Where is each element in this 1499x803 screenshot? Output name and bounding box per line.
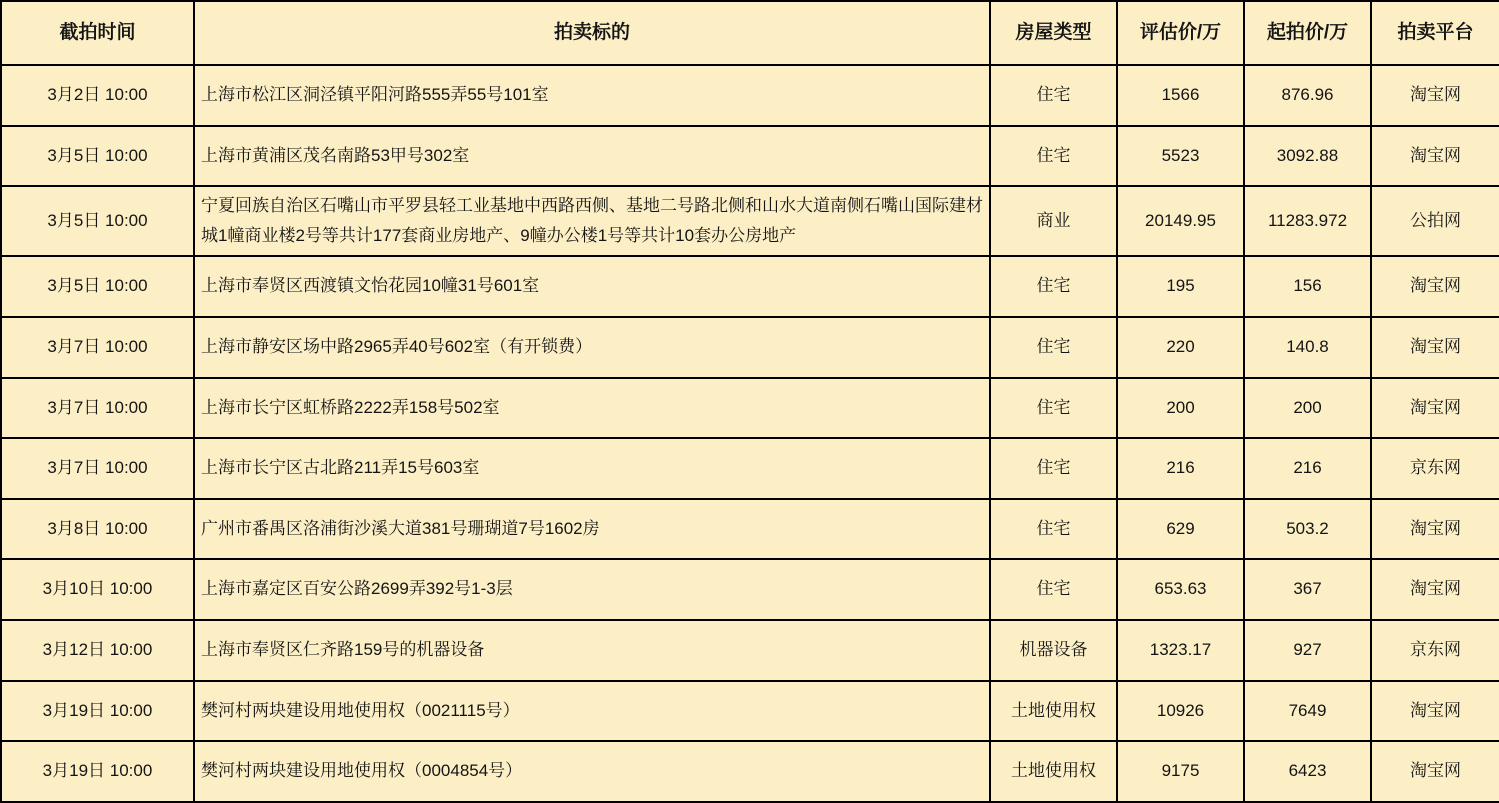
cell-assessed-price: 10926 (1117, 681, 1244, 742)
cell-auction-subject: 樊河村两块建设用地使用权（0021115号） (194, 681, 990, 742)
cell-starting-price: 876.96 (1244, 65, 1371, 126)
cell-auction-subject: 上海市长宁区虹桥路2222弄158号502室 (194, 378, 990, 439)
cell-auction-subject: 广州市番禺区洛浦街沙溪大道381号珊瑚道7号1602房 (194, 499, 990, 560)
cell-assessed-price: 1323.17 (1117, 620, 1244, 681)
cell-property-type: 住宅 (990, 65, 1117, 126)
cell-property-type: 住宅 (990, 126, 1117, 187)
table-row (1, 126, 1499, 187)
cell-auction-platform: 淘宝网 (1371, 681, 1499, 742)
table-row (1, 559, 1499, 620)
cell-property-type: 住宅 (990, 499, 1117, 560)
cell-starting-price: 200 (1244, 378, 1371, 439)
cell-assessed-price: 5523 (1117, 126, 1244, 187)
cell-auction-platform: 京东网 (1371, 620, 1499, 681)
table-row (1, 256, 1499, 317)
cell-auction-end-time: 3月19日 10:00 (1, 681, 194, 742)
cell-auction-subject: 上海市黄浦区茂名南路53甲号302室 (194, 126, 990, 187)
cell-assessed-price: 216 (1117, 438, 1244, 499)
cell-starting-price: 927 (1244, 620, 1371, 681)
table-row (1, 438, 1499, 499)
cell-auction-platform: 京东网 (1371, 438, 1499, 499)
cell-auction-end-time: 3月19日 10:00 (1, 741, 194, 802)
column-header-assessed: 评估价/万 (1117, 1, 1244, 65)
column-header-time: 截拍时间 (1, 1, 194, 65)
cell-assessed-price: 20149.95 (1117, 186, 1244, 256)
header-row (1, 1, 1499, 65)
table-row (1, 65, 1499, 126)
table-row (1, 620, 1499, 681)
cell-auction-platform: 淘宝网 (1371, 741, 1499, 802)
cell-auction-end-time: 3月7日 10:00 (1, 438, 194, 499)
cell-auction-platform: 淘宝网 (1371, 256, 1499, 317)
cell-auction-subject: 上海市静安区场中路2965弄40号602室（有开锁费） (194, 317, 990, 378)
cell-assessed-price: 1566 (1117, 65, 1244, 126)
table-row (1, 741, 1499, 802)
cell-starting-price: 140.8 (1244, 317, 1371, 378)
cell-auction-subject: 上海市奉贤区仁齐路159号的机器设备 (194, 620, 990, 681)
cell-property-type: 机器设备 (990, 620, 1117, 681)
cell-auction-end-time: 3月10日 10:00 (1, 559, 194, 620)
cell-auction-subject: 上海市嘉定区百安公路2699弄392号1-3层 (194, 559, 990, 620)
cell-starting-price: 6423 (1244, 741, 1371, 802)
cell-auction-platform: 淘宝网 (1371, 559, 1499, 620)
cell-starting-price: 503.2 (1244, 499, 1371, 560)
table-row (1, 681, 1499, 742)
cell-auction-subject: 上海市长宁区古北路211弄15号603室 (194, 438, 990, 499)
cell-assessed-price: 653.63 (1117, 559, 1244, 620)
cell-starting-price: 7649 (1244, 681, 1371, 742)
column-header-subject: 拍卖标的 (194, 1, 990, 65)
cell-property-type: 土地使用权 (990, 741, 1117, 802)
cell-assessed-price: 9175 (1117, 741, 1244, 802)
cell-auction-end-time: 3月5日 10:00 (1, 256, 194, 317)
table-row (1, 186, 1499, 256)
cell-auction-end-time: 3月2日 10:00 (1, 65, 194, 126)
cell-auction-subject: 宁夏回族自治区石嘴山市平罗县轻工业基地中西路西侧、基地二号路北侧和山水大道南侧石嘴山国际建材城1幢商业楼2号等共计177套商业房地产、9幢办公楼1号等共计10套办公房地产 (194, 186, 990, 256)
cell-auction-end-time: 3月5日 10:00 (1, 186, 194, 256)
table-row (1, 378, 1499, 439)
column-header-starting: 起拍价/万 (1244, 1, 1371, 65)
cell-assessed-price: 195 (1117, 256, 1244, 317)
cell-assessed-price: 220 (1117, 317, 1244, 378)
cell-auction-subject: 樊河村两块建设用地使用权（0004854号） (194, 741, 990, 802)
cell-starting-price: 11283.972 (1244, 186, 1371, 256)
cell-auction-platform: 淘宝网 (1371, 65, 1499, 126)
cell-auction-end-time: 3月5日 10:00 (1, 126, 194, 187)
cell-starting-price: 3092.88 (1244, 126, 1371, 187)
cell-auction-platform: 淘宝网 (1371, 126, 1499, 187)
cell-auction-platform: 淘宝网 (1371, 317, 1499, 378)
cell-auction-platform: 公拍网 (1371, 186, 1499, 256)
cell-auction-end-time: 3月12日 10:00 (1, 620, 194, 681)
cell-auction-subject: 上海市奉贤区西渡镇文怡花园10幢31号601室 (194, 256, 990, 317)
column-header-platform: 拍卖平台 (1371, 1, 1499, 65)
cell-starting-price: 156 (1244, 256, 1371, 317)
column-header-type: 房屋类型 (990, 1, 1117, 65)
cell-starting-price: 216 (1244, 438, 1371, 499)
cell-property-type: 住宅 (990, 317, 1117, 378)
cell-property-type: 住宅 (990, 438, 1117, 499)
table-body (1, 65, 1499, 802)
cell-assessed-price: 629 (1117, 499, 1244, 560)
cell-auction-end-time: 3月7日 10:00 (1, 317, 194, 378)
cell-auction-end-time: 3月7日 10:00 (1, 378, 194, 439)
cell-property-type: 商业 (990, 186, 1117, 256)
cell-auction-platform: 淘宝网 (1371, 499, 1499, 560)
cell-property-type: 住宅 (990, 559, 1117, 620)
cell-assessed-price: 200 (1117, 378, 1244, 439)
table-row (1, 317, 1499, 378)
cell-property-type: 土地使用权 (990, 681, 1117, 742)
cell-starting-price: 367 (1244, 559, 1371, 620)
cell-property-type: 住宅 (990, 378, 1117, 439)
cell-auction-end-time: 3月8日 10:00 (1, 499, 194, 560)
table-row (1, 499, 1499, 560)
cell-auction-platform: 淘宝网 (1371, 378, 1499, 439)
cell-property-type: 住宅 (990, 256, 1117, 317)
cell-auction-subject: 上海市松江区洞泾镇平阳河路555弄55号101室 (194, 65, 990, 126)
